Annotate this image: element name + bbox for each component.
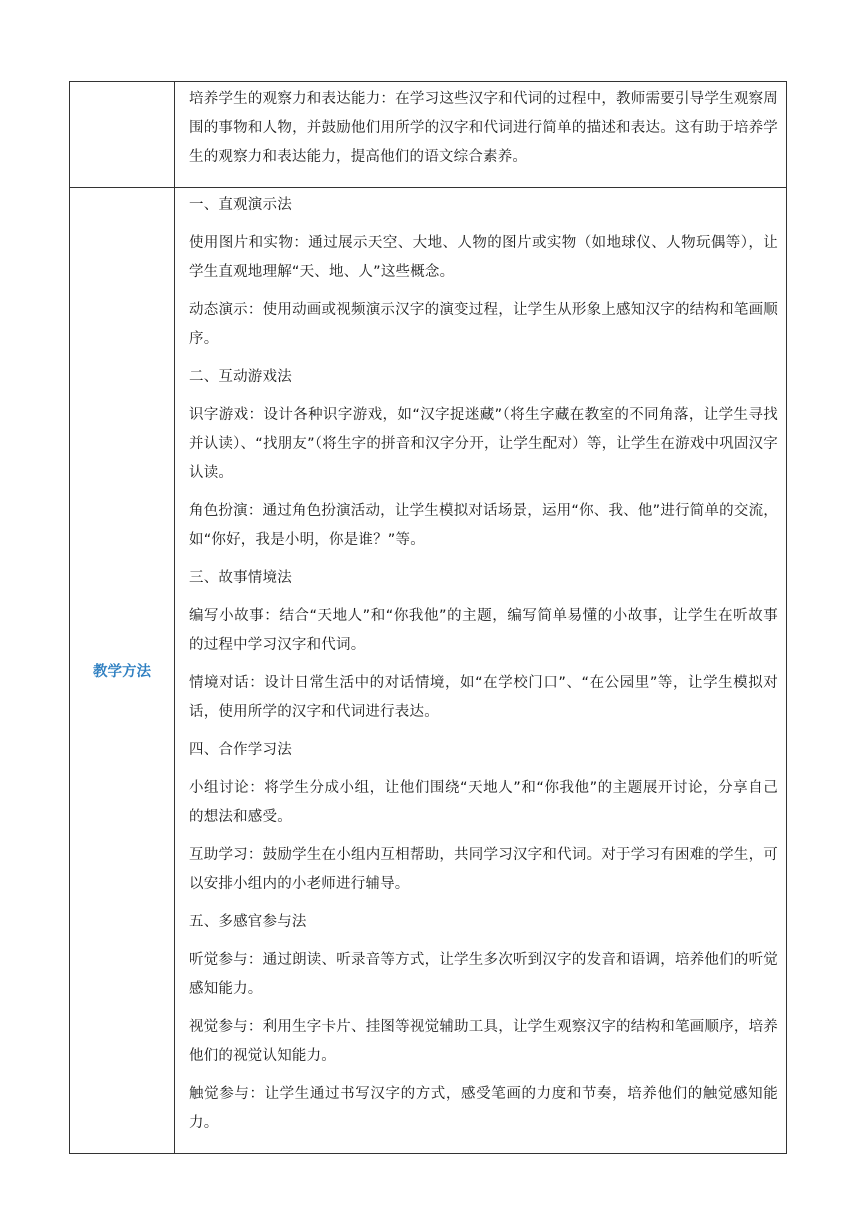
section-heading: 二、互动游戏法	[189, 369, 292, 385]
row-content-cell	[175, 188, 787, 1154]
paragraph: 识字游戏：设计各种识字游戏，如“汉字捉迷藏”（将生字藏在教室的不同角落，让学生寻找并认读）、“找朋友”（将生字的拼音和汉字分开，让学生配对）等，让学生在游戏中巩固汉字认读。	[189, 407, 778, 481]
paragraph: 听觉参与：通过朗读、听录音等方式，让学生多次听到汉字的发音和语调，培养他们的听觉感知能力。	[189, 952, 778, 997]
row-content-cell	[175, 82, 787, 188]
paragraph: 情境对话：设计日常生活中的对话情境，如“在学校门口”、“在公园里”等，让学生模拟对话，使用所学的汉字和代词进行表达。	[189, 675, 778, 720]
section-heading: 四、合作学习法	[189, 742, 292, 758]
paragraph: 使用图片和实物：通过展示天空、大地、人物的图片或实物（如地球仪、人物玩偶等），让学生直观地理解“天、地、人”这些概念。	[189, 235, 778, 280]
paragraph: 视觉参与：利用生字卡片、挂图等视觉辅助工具，让学生观察汉字的结构和笔画顺序，培养他们的视觉认知能力。	[189, 1019, 778, 1064]
section-heading: 一、直观演示法	[189, 197, 292, 213]
lesson-plan-table	[69, 81, 787, 1154]
paragraph: 培养学生的观察力和表达能力：在学习这些汉字和代词的过程中，教师需要引导学生观察周围的事物和人物，并鼓励他们用所学的汉字和代词进行简单的描述和表达。这有助于培养学生的观察力和表达能力，提高他们的语文综合素养。	[189, 91, 778, 165]
table-row	[70, 188, 787, 1154]
paragraph: 编写小故事：结合“天地人”和“你我他”的主题，编写简单易懂的小故事，让学生在听故事的过程中学习汉字和代词。	[189, 608, 778, 653]
section-heading: 五、多感官参与法	[189, 914, 307, 930]
paragraph: 小组讨论：将学生分成小组，让他们围绕“天地人”和“你我他”的主题展开讨论，分享自己的想法和感受。	[189, 780, 778, 825]
document-page	[69, 81, 787, 1154]
row-label-teaching-method: 教学方法	[93, 664, 151, 680]
paragraph: 动态演示：使用动画或视频演示汉字的演变过程，让学生从形象上感知汉字的结构和笔画顺序。	[189, 302, 778, 347]
table-row	[70, 82, 787, 188]
section-heading: 三、故事情境法	[189, 570, 292, 586]
paragraph: 互助学习：鼓励学生在小组内互相帮助，共同学习汉字和代词。对于学习有困难的学生，可以安排小组内的小老师进行辅导。	[189, 847, 778, 892]
paragraph: 触觉参与：让学生通过书写汉字的方式，感受笔画的力度和节奏，培养他们的触觉感知能力。	[189, 1086, 778, 1131]
row-label-cell	[70, 82, 175, 188]
row-label-cell	[70, 188, 175, 1154]
paragraph: 角色扮演：通过角色扮演活动，让学生模拟对话场景，运用“你、我、他”进行简单的交流，如“你好，我是小明，你是谁？”等。	[189, 503, 778, 548]
